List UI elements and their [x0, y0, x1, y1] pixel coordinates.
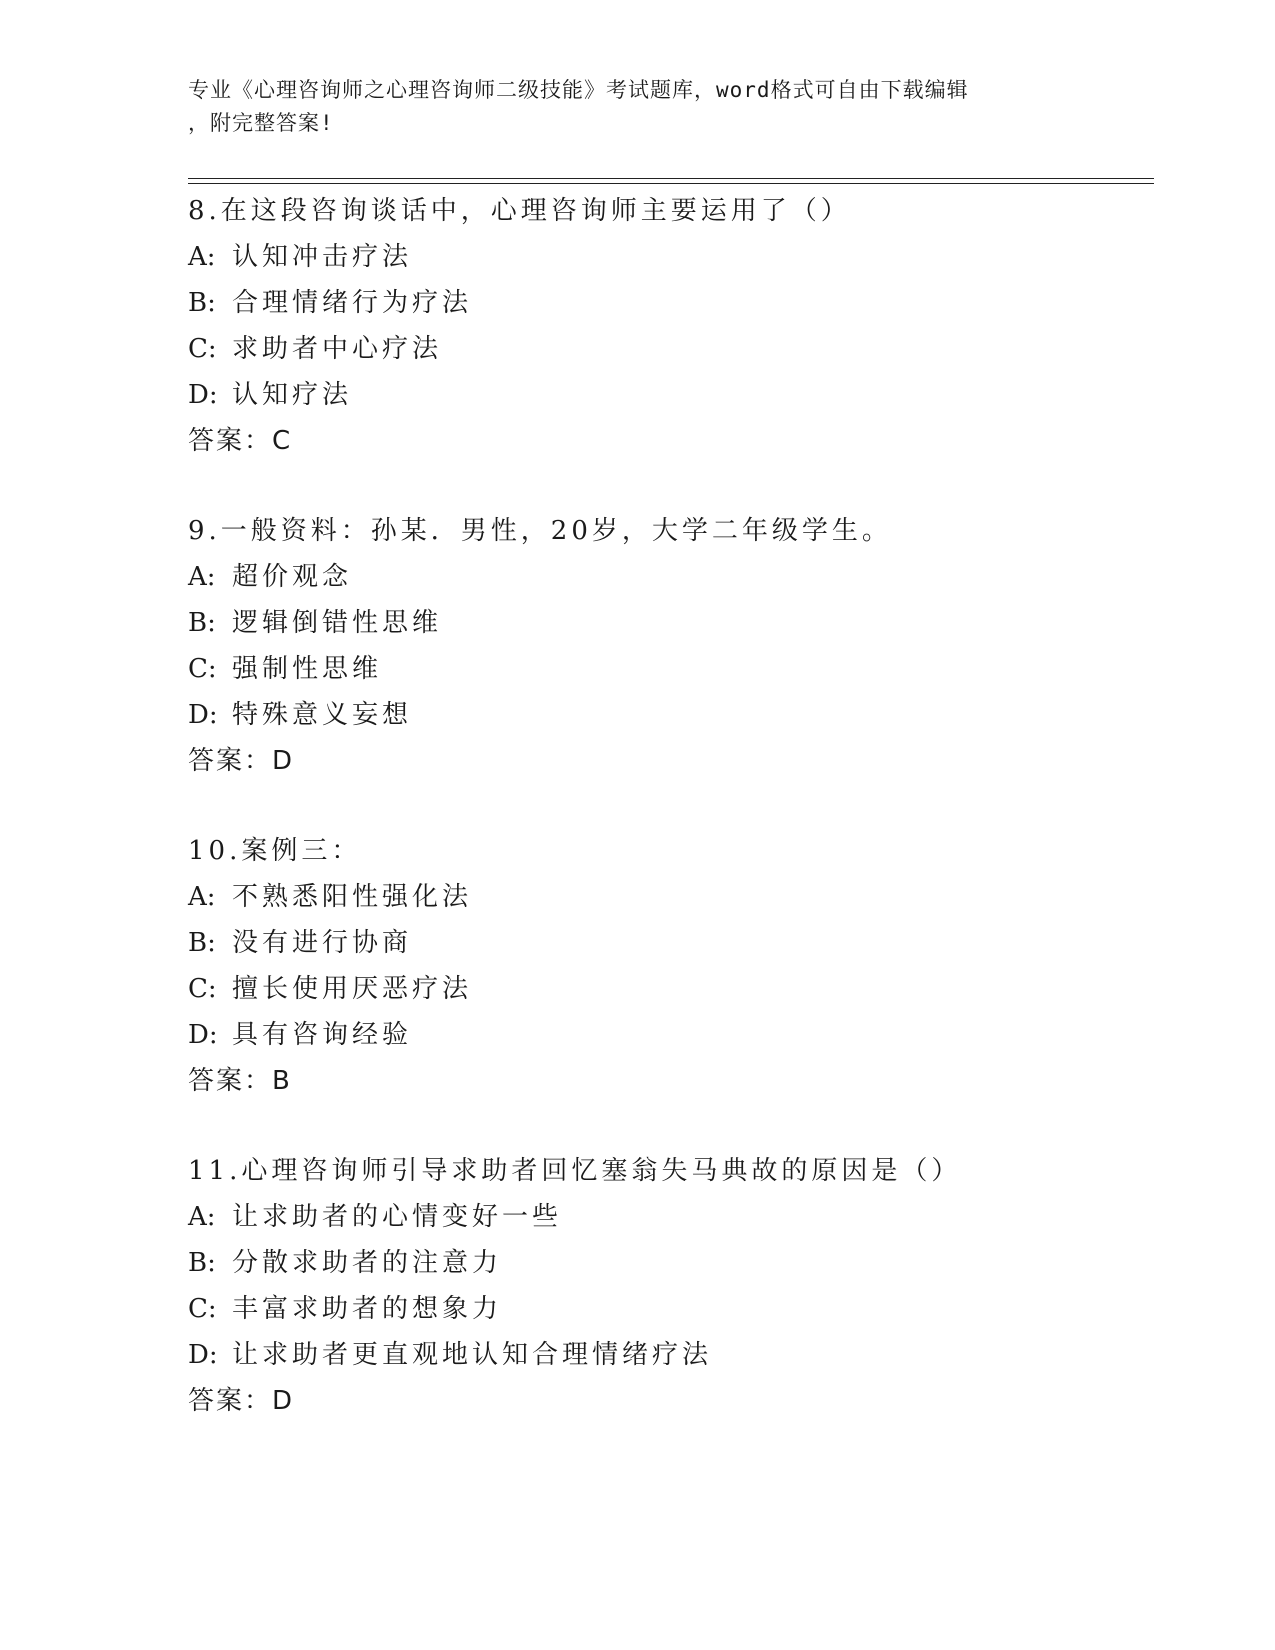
option-text: 合理情绪行为疗法 [232, 288, 473, 318]
option-letter: C: [188, 334, 217, 364]
question-stem: 11.心理咨询师引导求助者回忆塞翁失马典故的原因是（） [188, 1156, 962, 1186]
option-b [188, 280, 1168, 326]
option-letter: B: [188, 608, 216, 638]
question-stem: 8.在这段咨询谈话中，心理咨询师主要运用了（） [188, 196, 851, 226]
option-letter: B: [188, 928, 216, 958]
option-d [188, 1012, 1168, 1058]
option-text: 认知疗法 [232, 380, 353, 410]
option-text: 强制性思维 [232, 654, 383, 684]
option-letter: A: [188, 242, 216, 272]
option-text: 分散求助者的注意力 [232, 1248, 503, 1278]
option-b [188, 1240, 1168, 1286]
option-text: 让求助者的心情变好一些 [232, 1202, 563, 1232]
option-text: 逻辑倒错性思维 [232, 608, 443, 638]
option-text: 特殊意义妄想 [232, 700, 413, 730]
question-9 [188, 508, 1168, 784]
header-line-1: 专业《心理咨询师之心理咨询师二级技能》考试题库，word格式可自由下载编辑 [188, 78, 969, 102]
option-d [188, 692, 1168, 738]
option-letter: D: [188, 1020, 218, 1050]
option-letter: A: [188, 882, 216, 912]
option-text: 超价观念 [232, 562, 353, 592]
question-8 [188, 188, 1168, 464]
question-stem: 10.案例三： [188, 836, 362, 866]
option-letter: D: [188, 1340, 218, 1370]
header-divider-bottom [188, 183, 1154, 184]
header-divider-top [188, 178, 1154, 179]
option-letter: A: [188, 562, 216, 592]
option-c [188, 966, 1168, 1012]
answer-line: 答案：C [188, 426, 293, 456]
option-a [188, 234, 1168, 280]
option-text: 丰富求助者的想象力 [232, 1294, 503, 1324]
option-text: 求助者中心疗法 [232, 334, 443, 364]
option-b [188, 600, 1168, 646]
option-letter: C: [188, 1294, 217, 1324]
option-c [188, 646, 1168, 692]
option-letter: C: [188, 654, 217, 684]
option-letter: B: [188, 1248, 216, 1278]
option-a [188, 874, 1168, 920]
option-b [188, 920, 1168, 966]
option-a [188, 554, 1168, 600]
option-text: 认知冲击疗法 [232, 242, 413, 272]
question-11 [188, 1148, 1168, 1424]
question-stem: 9.一般资料：孙某．男性，20岁，大学二年级学生。 [188, 516, 892, 546]
option-letter: B: [188, 288, 216, 318]
option-d [188, 372, 1168, 418]
option-text: 不熟悉阳性强化法 [232, 882, 473, 912]
option-letter: C: [188, 974, 217, 1004]
option-c [188, 326, 1168, 372]
option-letter: D: [188, 380, 218, 410]
option-a [188, 1194, 1168, 1240]
option-d [188, 1332, 1168, 1378]
header-line-2: ，附完整答案! [188, 111, 334, 135]
option-letter: A: [188, 1202, 216, 1232]
answer-line: 答案：D [188, 1386, 295, 1416]
answer-line: 答案：B [188, 1066, 292, 1096]
document-header [188, 74, 1068, 140]
option-text: 具有咨询经验 [232, 1020, 413, 1050]
option-c [188, 1286, 1168, 1332]
option-text: 擅长使用厌恶疗法 [232, 974, 473, 1004]
option-text: 让求助者更直观地认知合理情绪疗法 [232, 1340, 713, 1370]
option-letter: D: [188, 700, 218, 730]
question-10 [188, 828, 1168, 1104]
answer-line: 答案：D [188, 746, 295, 776]
option-text: 没有进行协商 [232, 928, 413, 958]
